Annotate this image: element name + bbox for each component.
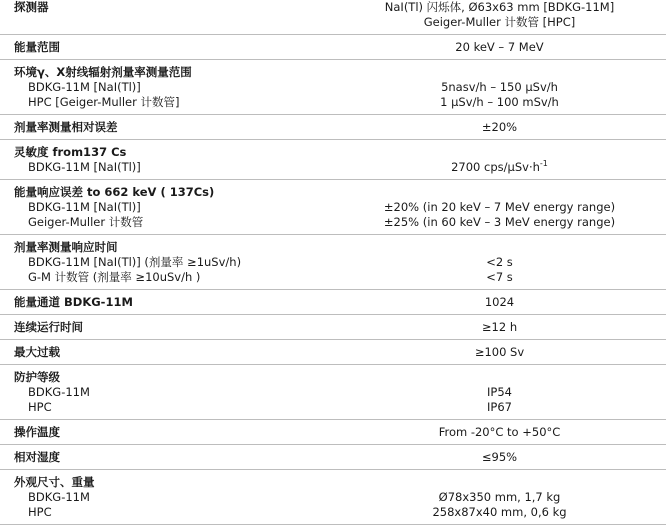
spec-value (333, 475, 666, 490)
spec-value-cell (333, 0, 666, 35)
spec-value-text: 1 µSv/h – 100 mSv/h (440, 95, 559, 109)
spec-value-text: ±20% (in 20 keV – 7 MeV energy range) (383, 200, 616, 214)
spec-value-text: Geiger-Muller 计数管 [HPC] (423, 15, 576, 29)
spec-value (333, 95, 666, 110)
spec-label: 灵敏度 from137 Cs (14, 145, 127, 159)
spec-sublabel: BDKG-11M (28, 490, 90, 504)
spec-value (333, 145, 666, 160)
spec-value-text: Ø78x350 mm, 1,7 kg (438, 490, 561, 504)
spec-value (333, 0, 666, 15)
spec-value (333, 505, 666, 520)
spec-value-text: ≤95% (481, 450, 518, 464)
spec-row (0, 35, 666, 60)
spec-sublabel: BDKG-11M [NaI(Tl)] (剂量率 ≥1uSv/h) (28, 255, 242, 269)
spec-label: 能量响应误差 to 662 keV ( 137Cs) (14, 185, 215, 199)
spec-value-text: 258x87x40 mm, 0,6 kg (432, 505, 567, 519)
spec-value (333, 240, 666, 255)
spec-row (0, 0, 666, 35)
spec-sublabel: Geiger-Muller 计数管 (28, 215, 144, 229)
spec-label-cell (0, 140, 333, 180)
spec-sublabel: BDKG-11M [NaI(Tl)] (28, 160, 141, 174)
spec-label: 剂量率测量相对误差 (14, 120, 118, 134)
spec-sublabel: HPC (28, 505, 52, 519)
spec-value (333, 400, 666, 415)
spec-label: 环境γ、X射线辐射剂量率测量范围 (14, 65, 192, 79)
spec-value-text: 5nasv/h – 150 µSv/h (441, 80, 558, 94)
spec-row (0, 420, 666, 445)
spec-label-cell (0, 315, 333, 340)
spec-value (333, 160, 666, 175)
spec-row (0, 235, 666, 290)
spec-value (333, 320, 666, 335)
spec-label: 能量通道 BDKG-11M (14, 295, 133, 309)
spec-value (333, 425, 666, 440)
spec-label: 操作温度 (14, 425, 60, 439)
spec-value-cell (333, 315, 666, 340)
spec-value (333, 15, 666, 30)
spec-row (0, 115, 666, 140)
spec-row (0, 60, 666, 115)
spec-sublabel: BDKG-11M [NaI(Tl)] (28, 80, 141, 94)
spec-value (333, 490, 666, 505)
spec-label: 防护等级 (14, 370, 60, 384)
spec-value-cell (333, 60, 666, 115)
spec-label-cell (0, 365, 333, 420)
spec-label-cell (0, 445, 333, 470)
spec-label-cell (0, 115, 333, 140)
spec-value-cell (333, 35, 666, 60)
spec-value (333, 370, 666, 385)
spec-value-cell (333, 420, 666, 445)
spec-value (333, 450, 666, 465)
spec-label-cell (0, 340, 333, 365)
spec-value-cell (333, 180, 666, 235)
spec-value-text: NaI(Tl) 闪烁体, Ø63x63 mm [BDKG-11M] (384, 0, 615, 14)
spec-label-cell (0, 35, 333, 60)
spec-value-text: ≥100 Sv (474, 345, 525, 359)
spec-label: 最大过载 (14, 345, 60, 359)
spec-label-cell (0, 60, 333, 115)
spec-value (333, 345, 666, 360)
spec-row (0, 290, 666, 315)
spec-value (333, 295, 666, 310)
spec-label: 外观尺寸、重量 (14, 475, 95, 489)
spec-value (333, 385, 666, 400)
spec-value-cell (333, 235, 666, 290)
spec-value-text: From -20°C to +50°C (438, 425, 561, 439)
spec-value-cell (333, 445, 666, 470)
spec-value-cell (333, 470, 666, 525)
spec-value-text: 2700 cps/µSv·h (451, 160, 540, 174)
spec-label: 连续运行时间 (14, 320, 83, 334)
spec-label-cell (0, 180, 333, 235)
spec-value-text: 1024 (484, 295, 515, 309)
spec-label-cell (0, 0, 333, 35)
spec-value-text: 20 keV – 7 MeV (455, 40, 544, 54)
spec-label: 相对湿度 (14, 450, 60, 464)
spec-value (333, 255, 666, 270)
spec-value-superscript: -1 (539, 159, 548, 169)
spec-sublabel: G-M 计数管 (剂量率 ≥10uSv/h ) (28, 270, 201, 284)
spec-sublabel: BDKG-11M (28, 385, 90, 399)
spec-value (333, 80, 666, 95)
spec-value (333, 40, 666, 55)
spec-row (0, 315, 666, 340)
spec-label-cell (0, 290, 333, 315)
spec-sublabel: HPC (28, 400, 52, 414)
spec-value-text: IP67 (487, 400, 512, 414)
spec-label-cell (0, 470, 333, 525)
spec-label: 探测器 (14, 0, 49, 14)
spec-value (333, 65, 666, 80)
spec-label: 剂量率测量响应时间 (14, 240, 118, 254)
spec-label-cell (0, 235, 333, 290)
spec-value-cell (333, 290, 666, 315)
spec-row (0, 340, 666, 365)
spec-value (333, 270, 666, 285)
spec-row (0, 365, 666, 420)
spec-label: 能量范围 (14, 40, 60, 54)
spec-value-cell (333, 115, 666, 140)
spec-value (333, 200, 666, 215)
spec-value-text: <7 s (486, 270, 513, 284)
spec-value-text: IP54 (487, 385, 512, 399)
spec-row (0, 445, 666, 470)
spec-value-text: ≥12 h (481, 320, 518, 334)
spec-value-cell (333, 140, 666, 180)
spec-value-cell (333, 340, 666, 365)
spec-value-cell (333, 365, 666, 420)
spec-row (0, 470, 666, 525)
spec-value-text: ±20% (481, 120, 518, 134)
spec-row (0, 140, 666, 180)
spec-value (333, 120, 666, 135)
spec-value (333, 185, 666, 200)
spec-value (333, 215, 666, 230)
spec-value-text: ±25% (in 60 keV – 3 MeV energy range) (383, 215, 616, 229)
spec-sublabel: BDKG-11M [NaI(Tl)] (28, 200, 141, 214)
spec-label-cell (0, 420, 333, 445)
spec-row (0, 180, 666, 235)
spec-value-text: <2 s (486, 255, 513, 269)
spec-sublabel: HPC [Geiger-Muller 计数管] (28, 95, 180, 109)
